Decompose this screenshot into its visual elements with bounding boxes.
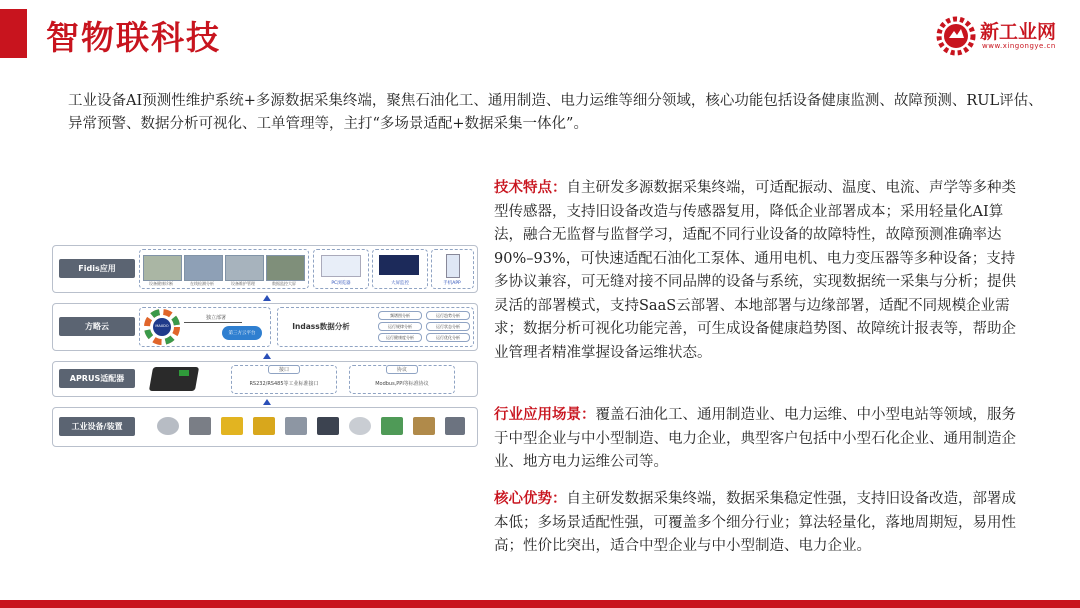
- app-thumb-caption-2: 在线检测分析: [190, 281, 214, 286]
- section-body-advantages: 自主研发数据采集终端，数据采集稳定性强，支持旧设备改造，部署成本低；多场景适配性强，可覆盖多个细分行业；算法轻量化，落地周期短，易用性高；性价比突出，适合中型企业与中小型制造、电力企业。: [494, 491, 1016, 554]
- app-thumb-2: [184, 255, 223, 281]
- footer-accent-bar: [0, 600, 1080, 608]
- analysis-pill-2: 运行趋势分析: [426, 311, 470, 320]
- section-tech-features: [494, 176, 1024, 365]
- pc-screen-icon: [321, 255, 361, 277]
- section-application: [494, 403, 1024, 475]
- layer-label-cloud: 方略云: [59, 317, 135, 336]
- device-press-icon: [317, 417, 339, 435]
- app-thumbs-box: [139, 249, 309, 289]
- maxdo-label: MAXDO: [155, 324, 169, 328]
- title-accent-bar: [0, 9, 27, 58]
- architecture-diagram: [52, 245, 476, 451]
- device-motor-icon: [157, 417, 179, 435]
- section-advantages: [494, 487, 1024, 559]
- analysis-pill-5: 运行健康度分析: [378, 333, 422, 342]
- analysis-pill-1: 频谱图分析: [378, 311, 422, 320]
- pc-browser-caption: PC浏览器: [331, 281, 351, 286]
- mobile-app-box: [431, 249, 474, 289]
- app-thumb-caption-3: 设备维护管理: [231, 281, 255, 286]
- device-transformer-icon: [413, 417, 435, 435]
- gear-logo-icon: [936, 16, 976, 56]
- protocol-desc: Modbus,PPI等标准协议: [375, 381, 429, 387]
- section-body-application: 覆盖石油化工、通用制造业、电力运维、中小型电站等领域，服务于中型企业与中小型制造、电力企业，典型客户包括中小型石化企业、通用制造企业、地方电力运维公司等。: [494, 407, 1016, 470]
- intro-paragraph: 工业设备AI预测性维护系统+多源数据采集终端，聚焦石油化工、通用制造、电力运维等细分领域，核心功能包括设备健康监测、故障预测、RUL评估、异常预警、数据分析可视化、工单管理等，主打“多场景适配+数据采集一体化”。: [68, 93, 1043, 132]
- arrow-up-icon: [263, 295, 271, 301]
- deploy-line: [184, 322, 242, 323]
- cloud-core-box: [139, 307, 271, 347]
- app-thumb-4: [266, 255, 305, 281]
- deploy-label: 独立部署: [205, 315, 226, 321]
- device-cnc-icon: [285, 417, 307, 435]
- section-head-tech: 技术特点：: [494, 179, 567, 196]
- big-screen-box: [372, 249, 428, 289]
- interface-title: 接口: [268, 365, 300, 374]
- layer-cloud: [52, 303, 478, 351]
- layer-label-app: Fidis应用: [59, 259, 135, 278]
- indass-analysis-box: [277, 307, 474, 347]
- adapter-device-led: [179, 370, 189, 376]
- mobile-app-caption: 手机APP: [443, 281, 461, 286]
- arrow-up-icon: [263, 353, 271, 359]
- device-machine-icon: [189, 417, 211, 435]
- layer-adapter: [52, 361, 478, 397]
- logo-text: 新工业网: [980, 21, 1057, 43]
- indass-label: Indass数据分析: [292, 322, 350, 331]
- adapter-device-icon: [149, 367, 199, 391]
- app-thumb-caption-1: 设备健康诊断: [149, 281, 173, 286]
- device-compressor-icon: [253, 417, 275, 435]
- layer-devices: [52, 407, 478, 447]
- layer-label-devices: 工业设备/装置: [59, 417, 135, 436]
- page-title: 智物联科技: [46, 18, 221, 57]
- app-thumb-3: [225, 255, 264, 281]
- layer-app: [52, 245, 478, 293]
- protocol-box: [349, 365, 455, 394]
- brand-logo[interactable]: [936, 16, 1068, 56]
- device-cabinet-icon: [445, 417, 465, 435]
- interface-desc: RS232/RS485等工业标准接口: [249, 381, 319, 387]
- protocol-title: 协议: [386, 365, 418, 374]
- app-thumb-caption-4: 数据监控大屏: [272, 281, 296, 286]
- layer-label-adapter: APRUS适配器: [59, 369, 135, 388]
- analysis-pill-4: 运行状态分析: [426, 322, 470, 331]
- app-thumb-1: [143, 255, 182, 281]
- device-generator-icon: [221, 417, 243, 435]
- device-inverter-icon: [381, 417, 403, 435]
- cloud-platform-label: 第三方云平台: [228, 331, 256, 336]
- logo-url: www.xingongye.cn: [982, 42, 1056, 50]
- arrow-up-icon: [263, 399, 271, 405]
- interface-box: [231, 365, 337, 394]
- section-head-advantages: 核心优势：: [494, 490, 567, 507]
- pc-browser-box: [313, 249, 369, 289]
- big-screen-icon: [379, 255, 419, 275]
- analysis-pill-3: 运行规律分析: [378, 322, 422, 331]
- device-pump-icon: [349, 417, 371, 435]
- section-head-application: 行业应用场景：: [494, 406, 596, 423]
- analysis-pill-6: 运行优化分析: [426, 333, 470, 342]
- section-body-tech: 自主研发多源数据采集终端，可适配振动、温度、电流、声学等多种类型传感器，支持旧设备改造与传感器复用，降低企业部署成本；采用轻量化AI算法，融合无监督与监督学习，适配不同行业设备的故障特性，故障预测准确率达90%–93%，可快速适配石油化工泵体、通用电机、电力变压器等多种设备；支持多协议兼容，可无缝对接不同品牌的设备与系统，实现数据统一采集与分析；提供灵活的部署模式，支持SaaS云部署、本地部署与边缘部署，适配不同规模企业需求；数据分析可视化功能完善，可生成设备健康趋势图、故障统计报表等，帮助企业管理者精准掌握设备运维状态。: [494, 180, 1016, 361]
- big-screen-caption: 大屏监控: [391, 281, 409, 286]
- phone-icon: [446, 254, 460, 278]
